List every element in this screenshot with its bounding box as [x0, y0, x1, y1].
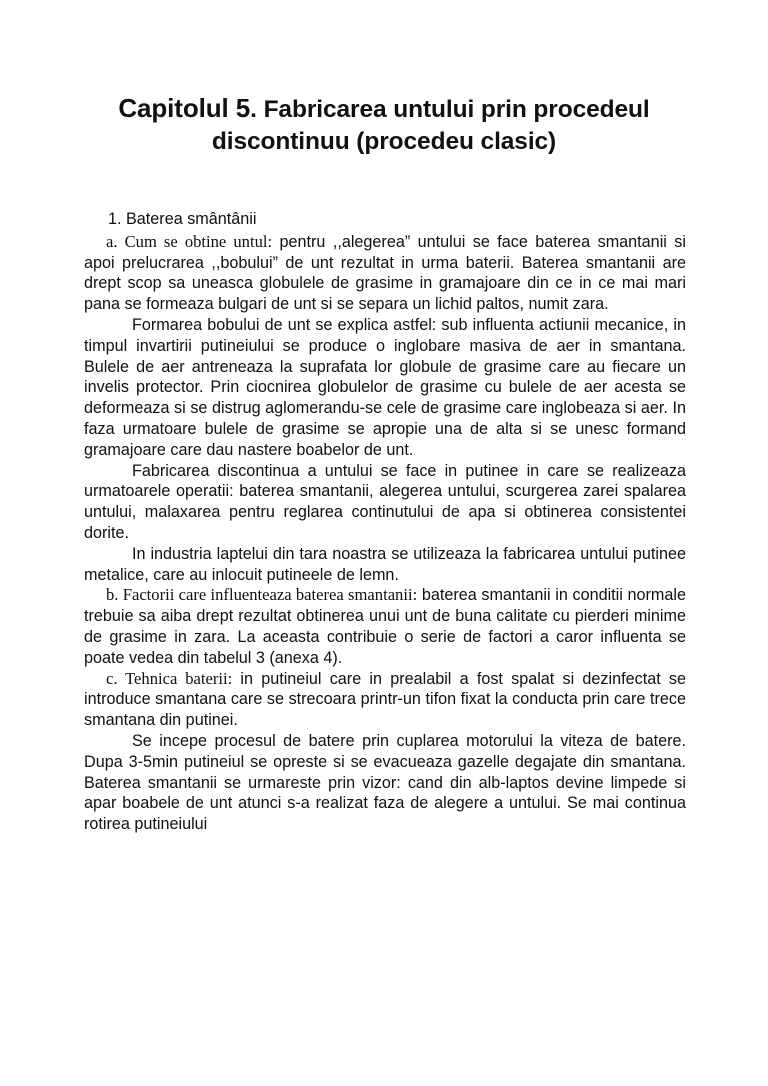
subsection-b-text: baterea smantanii in conditii normale trebuie sa aiba drept rezultat obtinerea unui unt de buna calitate cu pierderi minime de grasime in zara. La aceasta contribuie o serie de factori a caror influenta se poate vedea din tabelul 3 (anexa 4). — [84, 586, 686, 667]
subsection-c-text: in putineiul care in prealabil a fost spalat si dezinfectat se introduce smantana care se strecoara printr-un tifon fixat la conducta prin care trece smantana din putinei. — [84, 669, 686, 730]
chapter-number: Capitolul 5 — [118, 93, 251, 123]
subsection-a-text: pentru ,,alegerea” untului se face baterea smantanii si apoi prelucrarea ,,bobului” de unt rezultat in urma baterii. Baterea smantanii are drept scop sa uneasca globulele de grasime in gramajoare din ce in ce mai mari pana se formeaza bulgari de unt si se separa un lichid paltos, numit zara. — [84, 232, 686, 314]
document-body — [84, 209, 686, 835]
subsection-a-label: a. Cum se obtine untul: — [106, 231, 273, 251]
subsection-c-label: c. Tehnica baterii: — [106, 668, 233, 688]
paragraph: In industria laptelui din tara noastra se utilizeaza la fabricarea untului putinee metalice, care au inlocuit putineele de lemn. — [84, 544, 686, 584]
paragraph: Formarea bobului de unt se explica astfel: sub influenta actiunii mecanice, in timpul invartirii putineiului se produce o inglobare masiva de aer in smantana. Bulele de aer antreneaza la suprafata lor globule de grasime care au fiecare un invelis protector. Prin ciocnirea globulelor de grasime cu bulele de aer acesta se deformeaza si se distrug aglomerandu-se cele de grasime care inglobeaza si aer. In faza urmatoare bulele de grasime se apropie una de alta si se unesc formand gramajoare care dau nastere boabelor de unt. — [84, 315, 686, 459]
paragraph: Fabricarea discontinua a untului se face in putinee in care se realizeaza urmatoarele operatii: baterea smantanii, alegerea untului, scurgerea zarei spalarea untului, malaxarea pentru reglarea continutului de apa si obtinerea consistentei dorite. — [84, 461, 686, 542]
subsection-a — [84, 232, 686, 315]
paragraph: Se incepe procesul de batere prin cuplarea motorului la viteza de batere. Dupa 3-5min putineiul se opreste si se evacueaza gazelle degajate din smantana. Baterea smantanii se urmareste prin vizor: cand din alb-laptos devine limpede si apar boabele de unt atunci s-a realizat faza de alegere a untului. Se mai continua rotirea putineiului — [84, 731, 686, 834]
chapter-title-text: . Fabricarea untului prin procedeul discontinuu (procedeu clasic) — [211, 96, 650, 155]
chapter-title — [84, 92, 684, 158]
subsection-b — [84, 585, 686, 668]
subsection-b-label: b. Factorii care influenteaza baterea smantanii: — [106, 585, 418, 605]
subsection-c — [84, 669, 686, 731]
section-heading: 1. Baterea smântânii — [108, 210, 257, 228]
